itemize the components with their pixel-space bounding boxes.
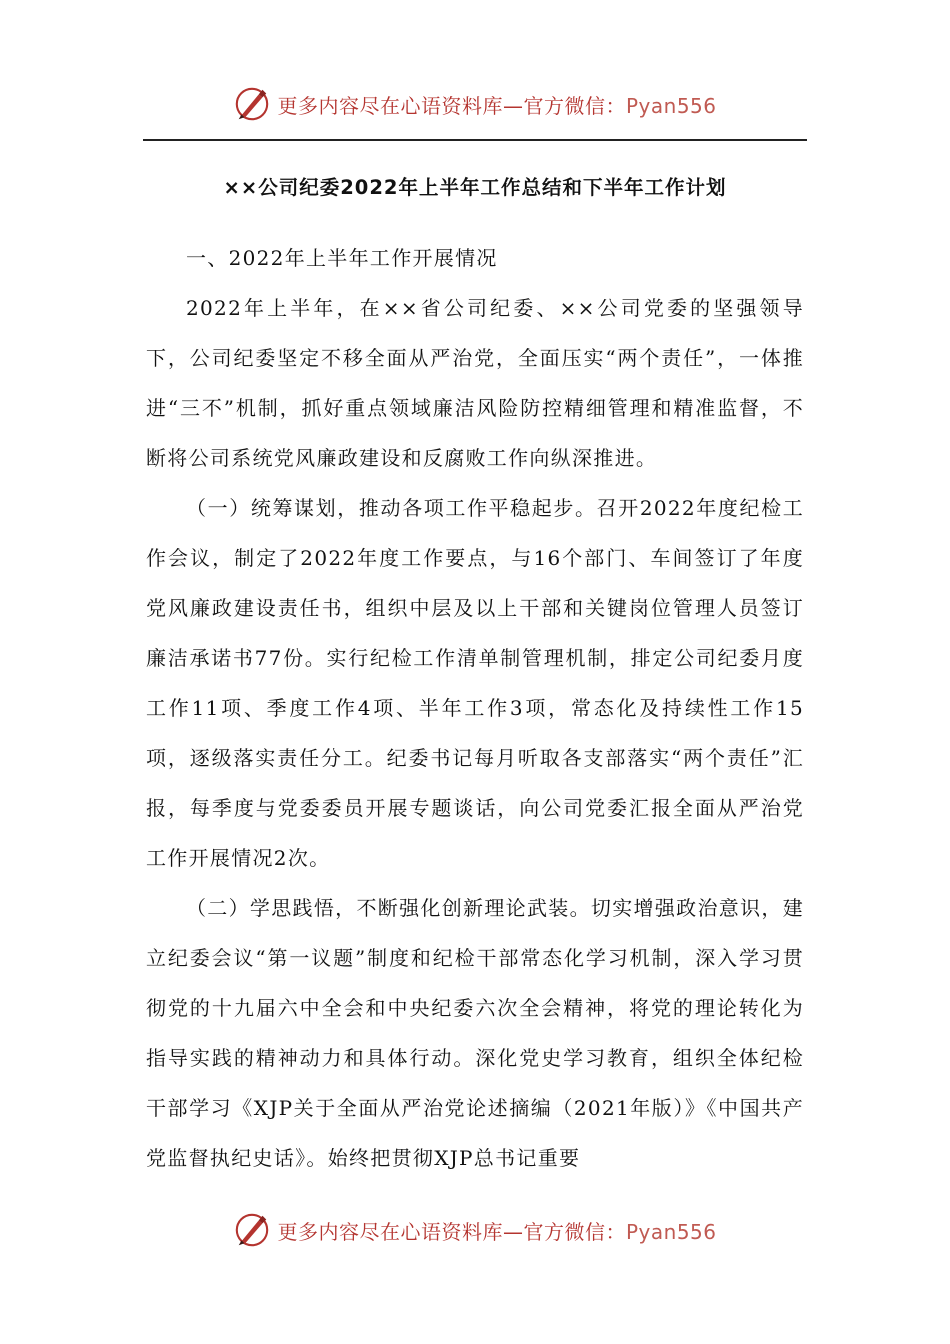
paragraph: （二）学思践悟，不断强化创新理论武装。切实增强政治意识，建立纪委会议“第一议题”制度和纪检干部常态化学习机制，深入学习贯彻党的十九届六中全会和中央纪委六次全会精神，将党的理论转化为指导实践的精神动力和具体行动。深化党史学习教育，组织全体纪检干部学习《XJP关于全面从严治党论述摘编（2021年版）》《中国共产党监督执纪史话》。始终把贯彻XJP总书记重要 bbox=[146, 896, 804, 1170]
footer-banner-wechat: Pyan556 bbox=[625, 1219, 717, 1244]
pen-logo-icon bbox=[233, 1211, 271, 1249]
paragraph: 2022年上半年，在××省公司纪委、××公司党委的坚强领导下，公司纪委坚定不移全面从严治党，全面压实“两个责任”，一体推进“三不”机制，抓好重点领域廉洁风险防控精细管理和精准监督，不断将公司系统党风廉政建设和反腐败工作向纵深推进。 bbox=[146, 296, 804, 470]
footer-banner bbox=[0, 1208, 950, 1252]
paragraph: （一）统筹谋划，推动各项工作平稳起步。召开2022年度纪检工作会议，制定了2022年度工作要点，与16个部门、车间签订了年度党风廉政建设责任书，组织中层及以上干部和关键岗位管理人员签订廉洁承诺书77份。实行纪检工作清单制管理机制，排定公司纪委月度工作11项、季度工作4项、半年工作3项，常态化及持续性工作15项，逐级落实责任分工。纪委书记每月听取各支部落实“两个责任”汇报，每季度与党委委员开展专题谈话，向公司党委汇报全面从严治党工作开展情况2次。 bbox=[146, 496, 804, 870]
document-body bbox=[146, 233, 804, 1183]
document-title: ××公司纪委2022年上半年工作总结和下半年工作计划 bbox=[223, 176, 727, 199]
header-banner-text: 更多内容尽在心语资料库—官方微信： bbox=[277, 93, 626, 118]
header-divider bbox=[143, 139, 807, 141]
pen-logo-icon bbox=[233, 85, 271, 123]
header-banner-wechat: Pyan556 bbox=[625, 93, 717, 118]
section-heading: 一、2022年上半年工作开展情况 bbox=[186, 246, 498, 270]
footer-banner-text: 更多内容尽在心语资料库—官方微信： bbox=[277, 1219, 626, 1244]
header-banner bbox=[0, 82, 950, 126]
